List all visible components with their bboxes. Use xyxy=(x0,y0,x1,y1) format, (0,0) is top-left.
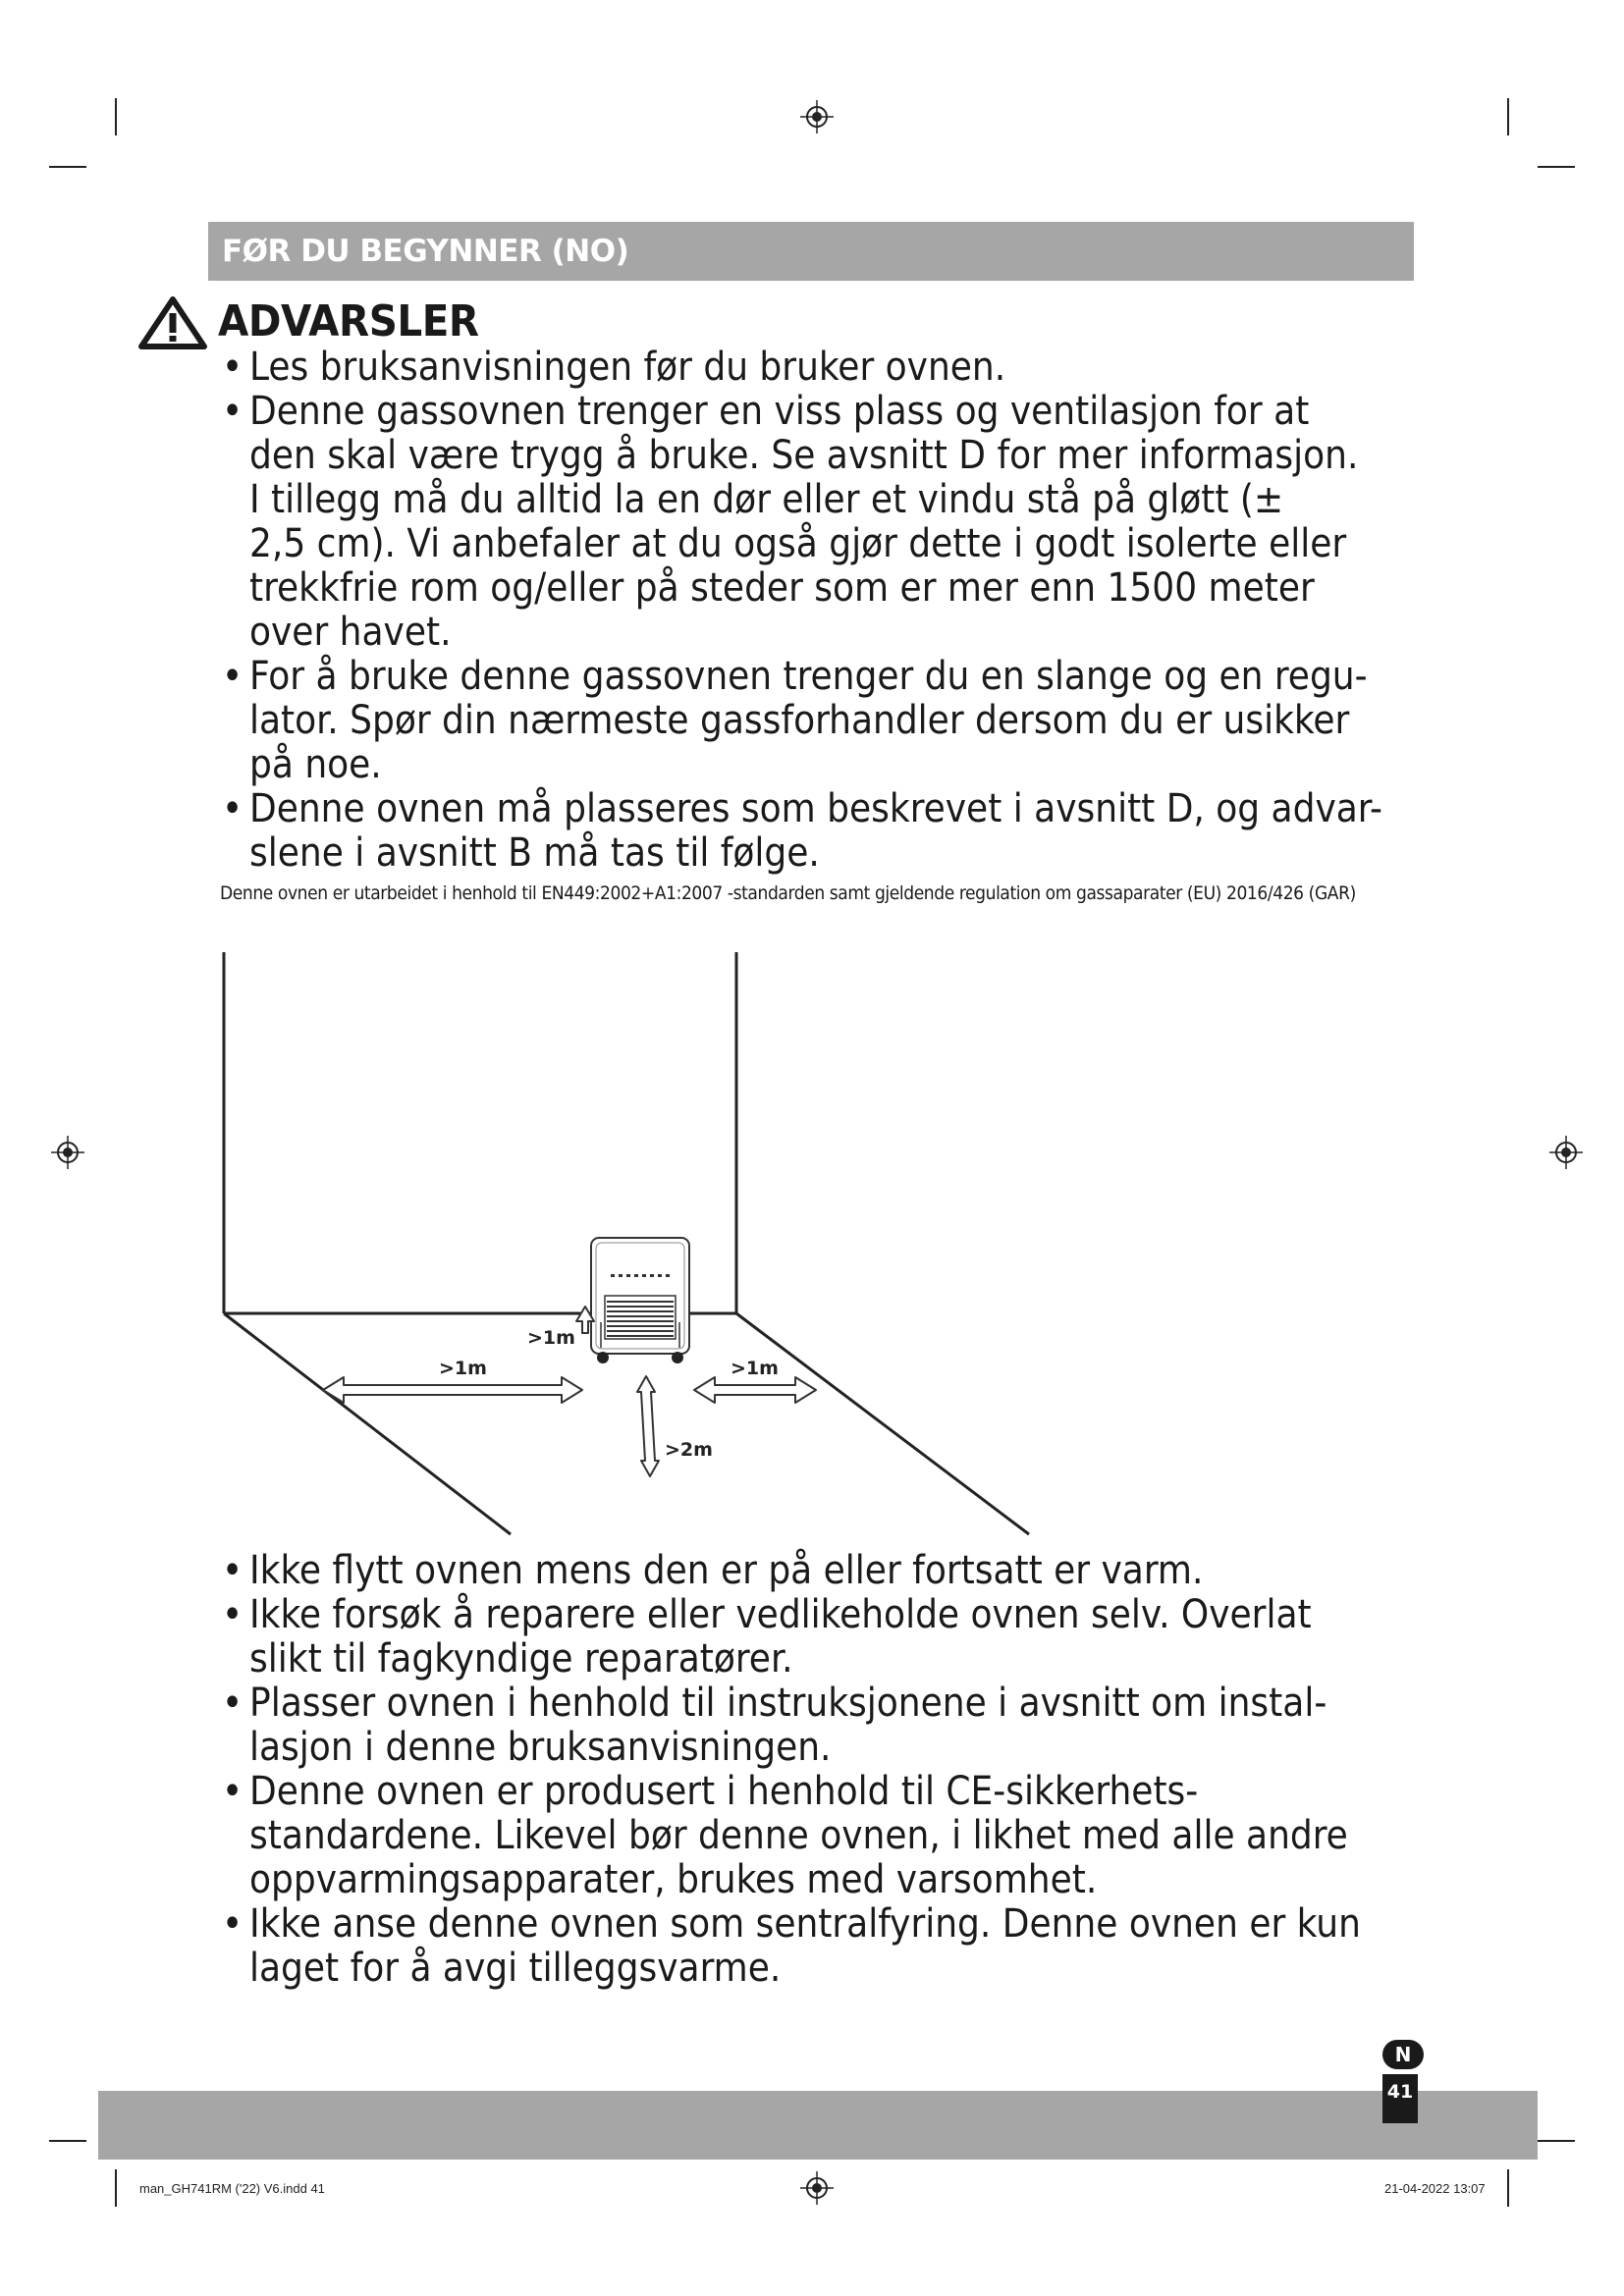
list-item: • Denne gassovnen trenger en viss plass og ventilasjon for at den skal være trygg å bruke. Se avsnitt D for mer informasjon. I tillegg må du alltid la en dør eller et vindu stå på gløtt (± 2,5 cm). Vi anbefaler at du også gjør dette i godt isolerte eller trekkfrie rom og/eller på steder som er mer enn 1500 meter over havet. xyxy=(222,389,1359,655)
clearance-label-front: >2m xyxy=(665,1439,713,1461)
heater-icon xyxy=(591,1238,689,1363)
left-clearance-arrow xyxy=(323,1377,582,1403)
list-item: • For å bruke denne gassovnen trenger du en slange og en regu- lator. Spør din nærmeste gassforhandler dersom du er usikker på noe. xyxy=(222,654,1368,787)
section-title: FØR DU BEGYNNER (NO) xyxy=(222,234,629,269)
crop-mark xyxy=(1507,2169,1509,2207)
language-badge: N xyxy=(1382,2040,1424,2069)
print-slug-date: 21-04-2022 13:07 xyxy=(1384,2181,1486,2196)
registration-mark-icon xyxy=(1549,1136,1583,1169)
bullet-icon: • xyxy=(222,1592,244,1637)
bullet-icon: • xyxy=(222,1548,244,1593)
print-slug-file: man_GH741RM ('22) V6.indd 41 xyxy=(139,2181,325,2196)
list-item: • Les bruksanvisningen før du bruker ovnen. xyxy=(222,345,1006,390)
clearance-diagram xyxy=(206,940,1041,1539)
crop-mark xyxy=(115,98,117,135)
list-item: • Denne ovnen er produsert i henhold til CE-sikkerhets- standardene. Likevel bør denne ovnen, i likhet med alle andre oppvarmingsapparater, brukes med varsomhet. xyxy=(222,1769,1348,1902)
page-number: 41 xyxy=(1382,2074,1418,2123)
list-item: • Ikke forsøk å reparere eller vedlikeholde ovnen selv. Overlat slikt til fagkyndige reparatører. xyxy=(222,1592,1312,1682)
bullet-icon: • xyxy=(222,345,244,390)
registration-mark-icon xyxy=(800,2171,834,2205)
right-clearance-arrow xyxy=(694,1377,816,1403)
footer-bar xyxy=(98,2091,1538,2160)
registration-mark-icon xyxy=(800,100,834,133)
list-item: • Denne ovnen må plasseres som beskrevet i avsnitt D, og advar- slene i avsnitt B må tas til følge. xyxy=(222,786,1383,876)
crop-mark xyxy=(1538,166,1575,168)
crop-mark xyxy=(1507,98,1509,135)
warnings-heading: ADVARSLER xyxy=(218,296,479,347)
crop-mark xyxy=(1538,2140,1575,2142)
standard-note: Denne ovnen er utarbeidet i henhold til EN449:2002+A1:2007 -standarden samt gjeldende regulation om gassaparater (EU) 2016/426 (GAR) xyxy=(220,882,1356,904)
list-item: • Plasser ovnen i henhold til instruksjonene i avsnitt om instal- lasjon i denne bruksanvisningen. xyxy=(222,1681,1327,1770)
registration-mark-icon xyxy=(51,1136,84,1169)
crop-mark xyxy=(115,2169,117,2207)
crop-mark xyxy=(49,2140,86,2142)
list-item: • Ikke anse denne ovnen som sentralfyring. Denne ovnen er kun laget for å avgi tilleggsvarme. xyxy=(222,1901,1361,1991)
bullet-icon: • xyxy=(222,1769,244,1814)
list-item: • Ikke flytt ovnen mens den er på eller fortsatt er varm. xyxy=(222,1548,1204,1593)
clearance-label-top: >1m xyxy=(527,1327,575,1349)
warning-triangle-icon xyxy=(138,296,207,349)
clearance-label-left: >1m xyxy=(439,1358,487,1379)
section-header-bar xyxy=(208,222,1414,281)
front-clearance-arrow xyxy=(637,1376,659,1476)
bullet-icon: • xyxy=(222,786,244,831)
crop-mark xyxy=(49,166,86,168)
bullet-icon: • xyxy=(222,1901,244,1947)
clearance-label-right: >1m xyxy=(731,1358,779,1379)
bullet-icon: • xyxy=(222,654,244,699)
bullet-icon: • xyxy=(222,1681,244,1726)
bullet-icon: • xyxy=(222,389,244,434)
